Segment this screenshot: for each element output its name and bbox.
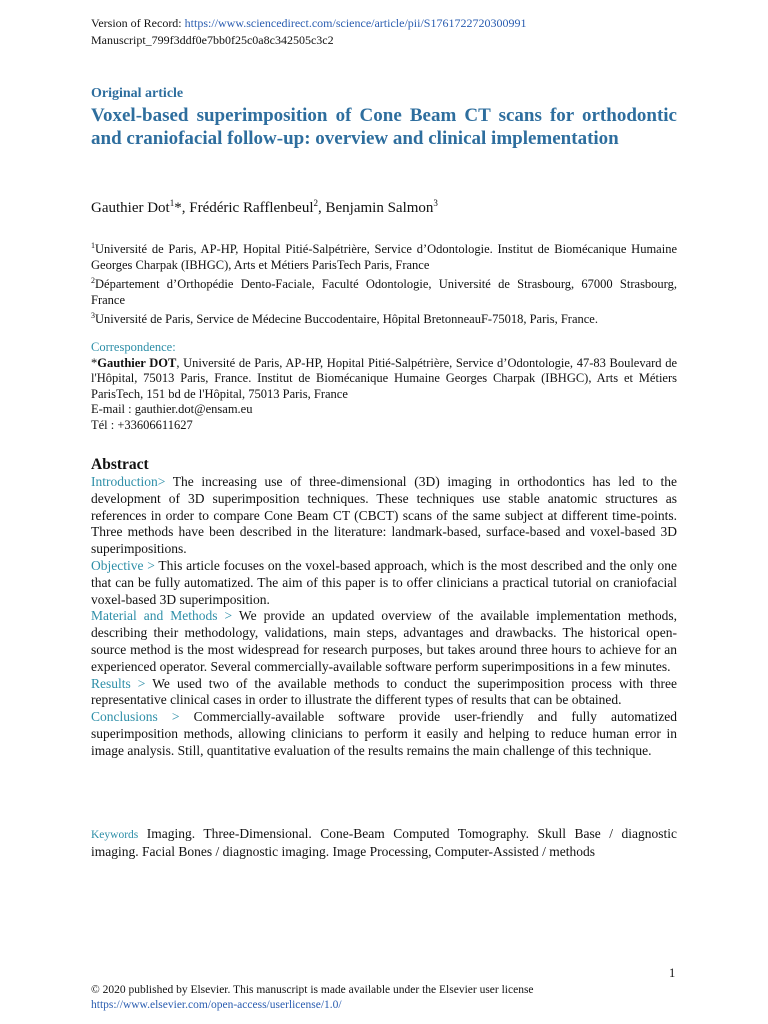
abstract-methods: [91, 608, 677, 675]
version-link[interactable]: https://www.sciencedirect.com/science/article/pii/S1761722720300991: [184, 16, 527, 30]
manuscript-id: Manuscript_799f3ddf0e7bb0f25c0a8c342505c3c2: [91, 33, 334, 47]
affiliation-text: Université de Paris, Service de Médecine Buccodentaire, Hôpital BretonneauF-75018, Paris, France.: [95, 312, 598, 327]
affiliation-item: [91, 238, 677, 273]
author-list: [91, 200, 438, 217]
affiliation-sup: 1: [91, 241, 95, 250]
article-title: Voxel-based superimposition of Cone Beam CT scans for orthodontic and craniofacial follow-up: overview and clinical implementation: [91, 105, 677, 149]
abstract-objective: [91, 558, 677, 608]
version-label: Version of Record:: [91, 16, 185, 30]
author-name: Benjamin Salmon: [325, 200, 434, 216]
author-name: Frédéric Rafflenbeul: [189, 200, 314, 216]
correspondence-label: Correspondence:: [91, 340, 176, 354]
abstract-label: Material and Methods >: [91, 608, 233, 624]
abstract-label: Introduction>: [91, 474, 166, 489]
affiliation-text: Université de Paris, AP-HP, Hopital Pitié-Salpétrière, Service d’Odontologie. Institut de Biomécanique Humaine Georges Charpak (IBHGC), Arts et Métiers ParisTech Paris, France: [91, 242, 677, 272]
abstract-label: Conclusions >: [91, 709, 180, 725]
abstract-conclusions: [91, 709, 677, 759]
footer: [91, 983, 534, 1013]
abstract-body: [91, 474, 677, 760]
abstract-text: We used two of the available methods to conduct the superimposition process with three representative clinical cases in order to illustrate the different types of results that can be obtained.: [91, 675, 678, 708]
abstract-heading: Abstract: [91, 456, 149, 473]
affiliation-item: [91, 308, 677, 328]
affiliation-item: [91, 273, 677, 308]
author-sup: 1: [169, 198, 175, 208]
section-type: Original article: [91, 86, 184, 101]
keywords-label: Keywords: [91, 829, 139, 841]
page-number: 1: [669, 966, 676, 980]
abstract-label: Results >: [91, 675, 146, 691]
correspondence-star: *: [91, 355, 98, 370]
keywords-text: Imaging. Three-Dimensional. Cone-Beam Computed Tomography. Skull Base / diagnostic imaging. Facial Bones / diagnostic imaging. Image Processing, Computer-Assisted / methods: [91, 826, 677, 859]
abstract-introduction: [91, 474, 677, 558]
footer-license-link[interactable]: https://www.elsevier.com/open-access/userlicense/1.0/: [91, 999, 342, 1011]
keywords: [91, 826, 677, 861]
abstract-text: Commercially-available software provide user-friendly and fully automatized superimposition methods, allowing clinicians to perform it easily and helping to reduce human error in image analysis. Still, quantitative evaluation of the results remains the main challenge of this technique.: [91, 709, 677, 758]
author-sep: *,: [174, 200, 190, 216]
correspondence: [91, 340, 677, 433]
abstract-text: The increasing use of three-dimensional (3D) imaging in orthodontics has led to the development of 3D superimposition techniques. These techniques use stable anatomic structures as references in order to compare Cone Beam CT (CBCT) scans of the same subject at different time-points. Three methods have been described in the literature: landmark-based, surface-based and voxel-based 3D superimpositions.: [91, 474, 677, 557]
abstract-results: [91, 676, 677, 710]
abstract-text: This article focuses on the voxel-based approach, which is the most described and the only one that can be fully automatized. The aim of this paper is to offer clinicians a practical tutorial on craniofacial voxel-based 3D superimposition.: [91, 557, 678, 607]
author-sup: 3: [433, 198, 438, 208]
abstract-label: Objective >: [91, 557, 155, 573]
affiliation-text: Département d’Orthopédie Dento-Faciale, Faculté Odontologie, Université de Strasbourg, 67000 Strasbourg, France: [91, 277, 677, 307]
correspondence-phone: Tél : +33606611627: [91, 417, 193, 432]
affiliation-sup: 2: [91, 276, 95, 286]
correspondence-address: [91, 356, 677, 403]
correspondence-email: E-mail : gauthier.dot@ensam.eu: [91, 402, 253, 416]
footer-copyright: © 2020 published by Elsevier. This manuscript is made available under the Elsevier user license: [91, 984, 534, 996]
correspondence-address-text: , Université de Paris, AP-HP, Hopital Pitié-Salpétrière, Service d’Odontologie, 47-83 Boulevard de l'Hôpital, 75013 Paris, France. Institut de Biomécanique Humaine Georges Charpak (IBHGC), Arts et Métiers ParisTech, 151 bd de l'Hôpital, 75013 Paris, France: [91, 355, 677, 401]
affiliation-sup: 3: [91, 311, 95, 321]
author-name: Gauthier Dot: [91, 200, 170, 216]
correspondence-name: Gauthier DOT: [97, 355, 177, 370]
author-sup: 2: [313, 198, 318, 208]
affiliations: [91, 238, 677, 328]
version-of-record: [91, 16, 526, 31]
abstract-text: We provide an updated overview of the available implementation methods, describing their methodology, validations, main steps, advantages and drawbacks. The historical open-source method is the most widespread for research purposes, but takes around three hours to achieve for an experienced operator. Several commercially-available software perform superimpositions in a few minutes.: [91, 608, 677, 674]
author-sep: ,: [318, 200, 326, 216]
